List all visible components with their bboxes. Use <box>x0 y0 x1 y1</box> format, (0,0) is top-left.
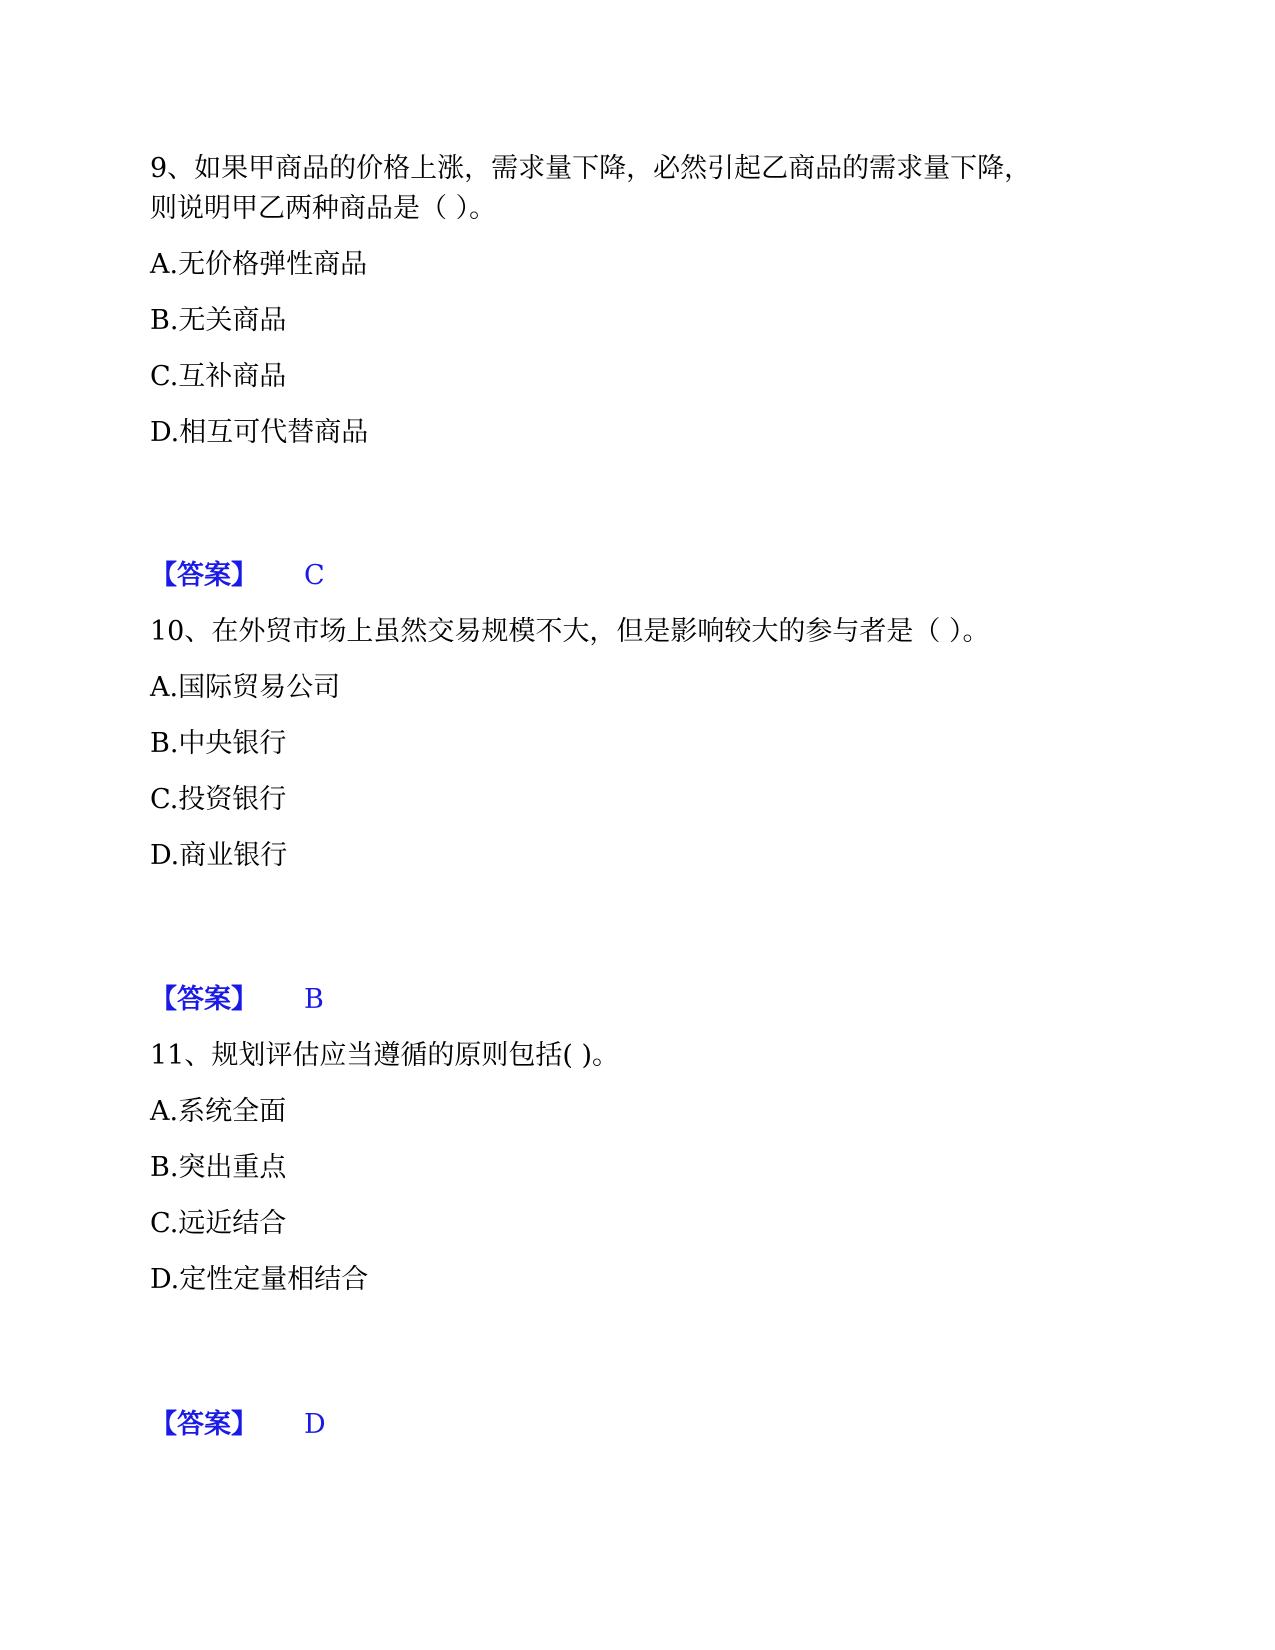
answer-value: D <box>304 1409 326 1440</box>
answer-value: B <box>304 984 324 1015</box>
answer-label: 【答案】 <box>150 1409 258 1440</box>
question-11-option-d: D.定性定量相结合 <box>150 1264 369 1295</box>
question-10-stem-line-1: 10、在外贸市场上虽然交易规模不大，但是影响较大的参与者是（ ）。 <box>150 616 990 647</box>
question-10-option-d: D.商业银行 <box>150 840 288 871</box>
question-11-stem-line-1: 11、规划评估应当遵循的原则包括( )。 <box>150 1040 620 1071</box>
answer-label: 【答案】 <box>150 984 258 1015</box>
question-11-option-a: A.系统全面 <box>150 1096 287 1127</box>
question-9-option-a: A.无价格弹性商品 <box>150 249 368 280</box>
question-11-option-b: B.突出重点 <box>150 1152 287 1183</box>
question-9-stem-line-1: 9、如果甲商品的价格上涨，需求量下降，必然引起乙商品的需求量下降， <box>150 153 1032 184</box>
question-9-option-d: D.相互可代替商品 <box>150 417 369 448</box>
question-10-answer <box>150 980 324 1020</box>
question-9-option-b: B.无关商品 <box>150 305 287 336</box>
question-9-stem-line-2: 则说明甲乙两种商品是（ ）。 <box>150 193 497 224</box>
question-10-option-c: C.投资银行 <box>150 784 287 815</box>
question-9-answer <box>150 556 325 596</box>
answer-label: 【答案】 <box>150 560 258 591</box>
question-10-option-b: B.中央银行 <box>150 728 287 759</box>
answer-value: C <box>304 560 325 591</box>
question-10-option-a: A.国际贸易公司 <box>150 672 341 703</box>
question-11-answer <box>150 1405 326 1445</box>
question-9-option-c: C.互补商品 <box>150 361 287 392</box>
question-11-option-c: C.远近结合 <box>150 1208 287 1239</box>
